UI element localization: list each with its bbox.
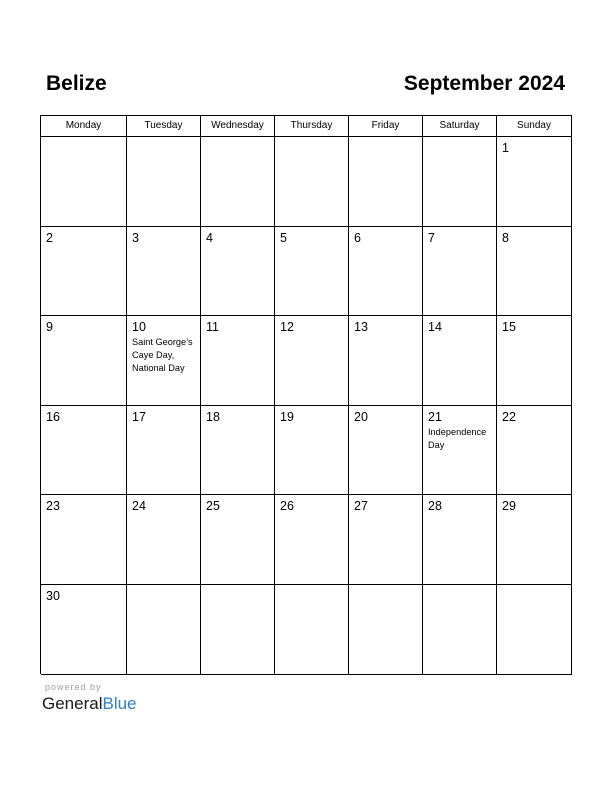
day-cell bbox=[275, 495, 349, 585]
day-number: 1 bbox=[502, 141, 509, 155]
day-cell bbox=[349, 495, 423, 585]
day-cell bbox=[275, 406, 349, 496]
day-cell bbox=[127, 495, 201, 585]
day-cell bbox=[497, 316, 572, 406]
day-number: 2 bbox=[46, 230, 53, 245]
day-cell bbox=[201, 137, 275, 227]
day-cell bbox=[349, 316, 423, 406]
weekday-header: Friday bbox=[349, 116, 423, 137]
day-number: 8 bbox=[502, 230, 509, 245]
day-cell bbox=[423, 406, 497, 496]
day-number: 27 bbox=[354, 499, 368, 514]
day-cell bbox=[423, 495, 497, 585]
day-cell bbox=[497, 585, 572, 675]
day-number: 10 bbox=[132, 320, 146, 335]
day-cell bbox=[275, 585, 349, 675]
day-number: 22 bbox=[502, 409, 516, 424]
weekday-header: Monday bbox=[41, 116, 127, 137]
weekday-header-row bbox=[41, 116, 572, 137]
holiday-label: Saint George’s Caye Day, National Day bbox=[132, 337, 193, 374]
weekday-header: Wednesday bbox=[201, 116, 275, 137]
weekday-header: Sunday bbox=[497, 116, 572, 137]
day-number: 13 bbox=[354, 320, 368, 335]
day-cell bbox=[201, 495, 275, 585]
week-row bbox=[41, 227, 572, 317]
day-number: 14 bbox=[428, 320, 442, 335]
day-number: 17 bbox=[132, 409, 146, 424]
day-cell bbox=[349, 227, 423, 317]
brand-general-text: General bbox=[42, 694, 103, 713]
day-cell bbox=[497, 137, 572, 227]
day-number: 28 bbox=[428, 499, 442, 514]
day-cell bbox=[275, 227, 349, 317]
day-number: 18 bbox=[206, 409, 220, 424]
day-cell bbox=[349, 406, 423, 496]
day-number: 3 bbox=[132, 230, 139, 245]
day-cell bbox=[201, 585, 275, 675]
day-number: 12 bbox=[280, 320, 294, 335]
day-cell bbox=[201, 406, 275, 496]
day-cell bbox=[349, 585, 423, 675]
day-cell bbox=[275, 137, 349, 227]
week-row bbox=[41, 585, 572, 675]
week-row bbox=[41, 316, 572, 406]
day-number: 23 bbox=[46, 499, 60, 514]
day-number: 25 bbox=[206, 499, 220, 514]
generalblue-logo bbox=[42, 693, 137, 715]
week-row bbox=[41, 137, 572, 227]
day-cell bbox=[41, 585, 127, 675]
day-number: 16 bbox=[46, 409, 60, 424]
day-cell bbox=[127, 316, 201, 406]
day-cell bbox=[423, 137, 497, 227]
day-number: 6 bbox=[354, 230, 361, 245]
calendar-grid bbox=[40, 115, 572, 674]
day-cell bbox=[41, 406, 127, 496]
day-cell bbox=[127, 137, 201, 227]
day-number: 26 bbox=[280, 499, 294, 514]
day-number: 20 bbox=[354, 409, 368, 424]
weekday-header: Saturday bbox=[423, 116, 497, 137]
day-cell bbox=[127, 227, 201, 317]
day-number: 15 bbox=[502, 320, 516, 335]
day-number: 24 bbox=[132, 499, 146, 514]
brand-blue-text: Blue bbox=[102, 694, 137, 713]
country-title: Belize bbox=[46, 72, 107, 95]
day-number: 4 bbox=[206, 230, 213, 245]
week-row bbox=[41, 406, 572, 496]
day-number: 11 bbox=[206, 320, 219, 335]
weekday-header: Tuesday bbox=[127, 116, 201, 137]
day-cell bbox=[275, 316, 349, 406]
day-cell bbox=[423, 227, 497, 317]
day-cell bbox=[201, 227, 275, 317]
week-row bbox=[41, 495, 572, 585]
weekday-header: Thursday bbox=[275, 116, 349, 137]
day-cell bbox=[127, 406, 201, 496]
day-number: 9 bbox=[46, 320, 53, 335]
day-cell bbox=[497, 495, 572, 585]
day-cell bbox=[349, 137, 423, 227]
powered-by-label: powered by bbox=[45, 682, 102, 692]
day-number: 29 bbox=[502, 499, 516, 514]
day-cell bbox=[497, 406, 572, 496]
day-cell bbox=[41, 495, 127, 585]
day-number: 7 bbox=[428, 230, 435, 245]
day-cell bbox=[41, 227, 127, 317]
day-cell bbox=[423, 585, 497, 675]
day-cell bbox=[423, 316, 497, 406]
day-cell bbox=[201, 316, 275, 406]
day-cell bbox=[41, 137, 127, 227]
day-cell bbox=[127, 585, 201, 675]
holiday-label: Independence Day bbox=[428, 426, 487, 450]
day-cell bbox=[497, 227, 572, 317]
day-number: 30 bbox=[46, 588, 60, 603]
day-number: 19 bbox=[280, 409, 294, 424]
month-year-title: September 2024 bbox=[403, 72, 565, 95]
day-cell bbox=[41, 316, 127, 406]
day-number: 5 bbox=[280, 230, 287, 245]
day-number: 21 bbox=[428, 409, 442, 424]
